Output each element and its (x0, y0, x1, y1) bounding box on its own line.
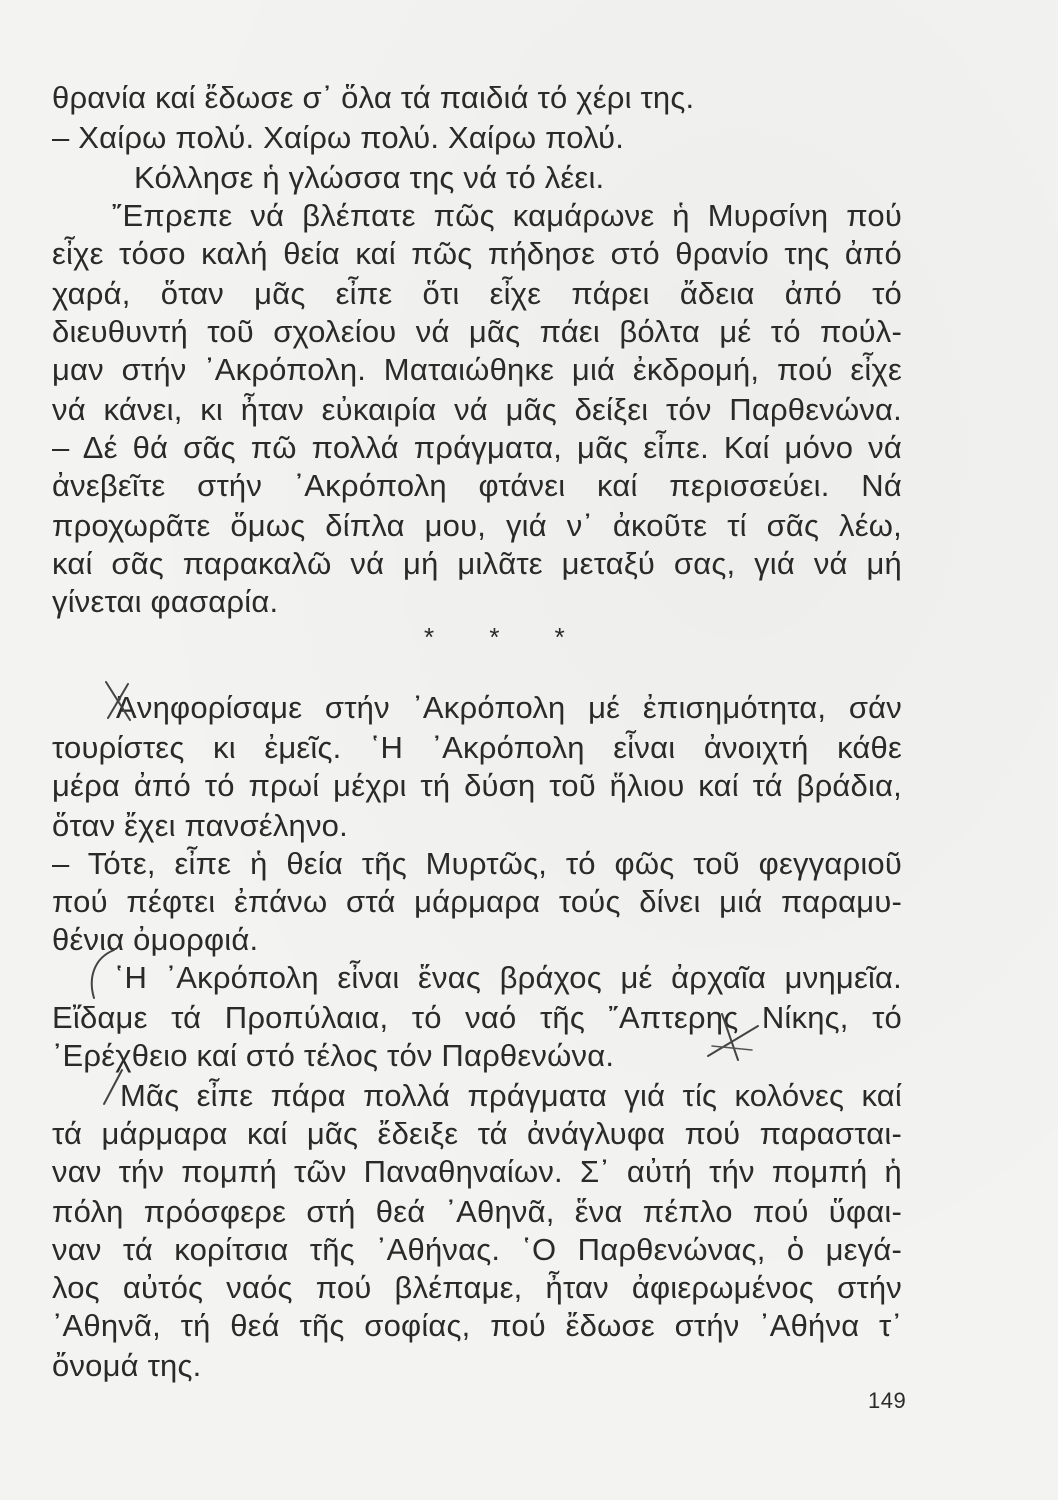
text-line: διευθυντή τοῦ σχολείου νά μᾶς πάει βόλτα μέ τό πούλ- (52, 314, 902, 349)
text-line: λος αὐτός ναός πού βλέπαμε, ἦταν ἀφιερωμένος στήν (52, 1270, 902, 1305)
text-line: πόλη πρόσφερε στή θεά ᾿Αθηνᾶ, ἕνα πέπλο πού ὕφαι- (52, 1194, 902, 1229)
text-line: χαρά, ὅταν μᾶς εἶπε ὅτι εἶχε πάρει ἄδεια ἀπό τό (52, 276, 902, 311)
page-number: 149 (868, 1388, 907, 1413)
text-line: Κόλλησε ἡ γλώσσα της νά τό λέει. (134, 160, 605, 195)
text-line: πού πέφτει ἐπάνω στά μάρμαρα τούς δίνει μιά παραμυ- (52, 884, 902, 919)
text-line: τά μάρμαρα καί μᾶς ἔδειξε τά ἀνάγλυφα πού παρασται- (52, 1116, 902, 1151)
text-line: νά κάνει, κι ἦταν εὐκαιρία νά μᾶς δείξει τόν Παρθενώνα. (52, 392, 902, 427)
text-line: Μᾶς εἶπε πάρα πολλά πράγματα γιά τίς κολόνες καί (120, 1078, 902, 1113)
text-line: ᾿Ερέχθειο καί στό τέλος τόν Παρθενώνα. (52, 1038, 615, 1073)
text-line: ὄνομά της. (52, 1348, 202, 1383)
text-line: ῎Επρεπε νά βλέπατε πῶς καμάρωνε ἡ Μυρσίνη πού (112, 198, 902, 233)
text-line: θένια ὀμορφιά. (52, 922, 259, 957)
text-line: ναν τήν πομπή τῶν Παναθηναίων. Σ᾿ αὐτή τήν πομπή ἡ (52, 1154, 902, 1189)
text-line: θρανία καί ἔδωσε σ᾿ ὅλα τά παιδιά τό χέρι της. (52, 80, 695, 115)
text-line: ῾Η ᾿Ακρόπολη εἶναι ἕνας βράχος μέ ἀρχαῖα μνημεῖα. (114, 960, 902, 995)
text-line: ναν τά κορίτσια τῆς ᾿Αθήνας. ῾Ο Παρθενώνας, ὁ μεγά- (52, 1232, 902, 1267)
text-line: εἶχε τόσο καλή θεία καί πῶς πήδησε στό θρανίο της ἀπό (52, 236, 902, 271)
text-line: ᾿Αθηνᾶ, τή θεά τῆς σοφίας, πού ἔδωσε στήν ᾿Αθήνα τ᾿ (52, 1308, 902, 1343)
section-separator: * * * (424, 622, 589, 652)
text-line: ἀνεβεῖτε στήν ᾿Ακρόπολη φτάνει καί περισσεύει. Νά (52, 468, 902, 503)
text-line: – Τότε, εἶπε ἡ θεία τῆς Μυρτῶς, τό φῶς τοῦ φεγγαριοῦ (52, 846, 902, 881)
text-line: Ἀνηφορίσαμε στήν ᾿Ακρόπολη μέ ἐπισημότητα, σάν (116, 690, 902, 725)
text-line: – Δέ θά σᾶς πῶ πολλά πράγματα, μᾶς εἶπε. Καί μόνο νά (52, 430, 902, 465)
text-line: καί σᾶς παρακαλῶ νά μή μιλᾶτε μεταξύ σας, γιά νά μή (52, 546, 902, 581)
text-line: γίνεται φασαρία. (52, 584, 279, 619)
text-line: προχωρᾶτε ὅμως δίπλα μου, γιά ν᾿ ἀκοῦτε τί σᾶς λέω, (52, 508, 902, 543)
text-line: – Χαίρω πολύ. Χαίρω πολύ. Χαίρω πολύ. (52, 120, 625, 155)
text-line: μέρα ἀπό τό πρωί μέχρι τή δύση τοῦ ἥλιου καί τά βράδια, (52, 768, 902, 803)
text-line: ὅταν ἔχει πανσέληνο. (52, 808, 348, 843)
text-line: τουρίστες κι ἐμεῖς. ῾Η ᾿Ακρόπολη εἶναι ἀνοιχτή κάθε (52, 730, 902, 765)
text-line: Εἴδαμε τά Προπύλαια, τό ναό τῆς ῎Απτερης Νίκης, τό (52, 1000, 902, 1035)
text-line: μαν στήν ᾿Ακρόπολη. Ματαιώθηκε μιά ἐκδρομή, πού εἶχε (52, 352, 902, 387)
